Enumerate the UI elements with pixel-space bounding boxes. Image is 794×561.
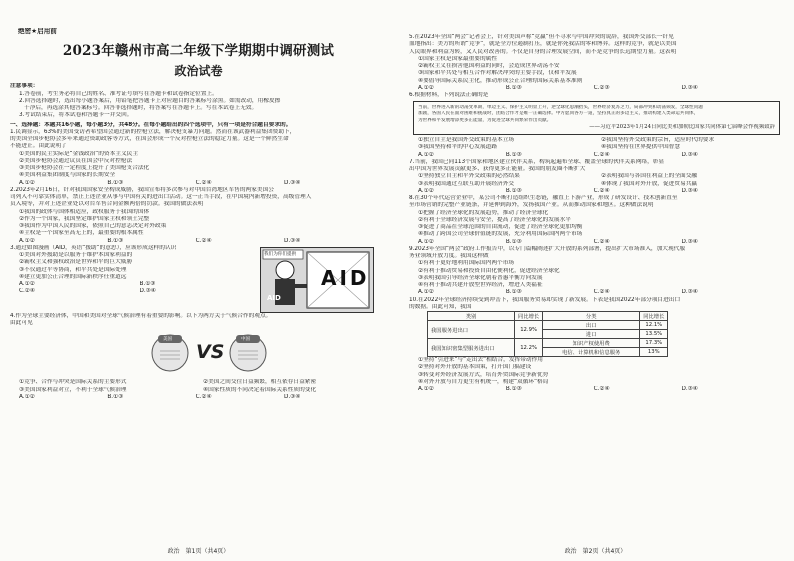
question-8-line: 至市场营销的完整产业链条，并延伸到海外，发扬我国产业。从而推动国家和地区。这种做法说明 bbox=[409, 202, 654, 209]
q5-option: ③国家和平共处与相互合作对解决冲突的主要手段，仅和平发展 bbox=[418, 70, 577, 77]
q1-option: ①美国的民主实际是“金钱政治”的资本主义民主 bbox=[19, 150, 139, 157]
q5-option: ②霸权主义在损害他国利益的同时，会造成世界动荡不安 bbox=[418, 63, 560, 69]
answer-a[interactable]: A.①② bbox=[418, 187, 434, 194]
section-header: 一、选择题：本题共16小题，每小题3分，共48分。在每小题给出的四个选项中，只有一项是符合题目要求的。 bbox=[10, 121, 292, 128]
cartoon-aid-right: AID bbox=[321, 265, 370, 290]
answer-c[interactable]: C.②④ bbox=[593, 151, 610, 158]
q8-answers bbox=[409, 239, 784, 246]
answer-d[interactable]: D.③④ bbox=[681, 151, 698, 158]
vs-graphic bbox=[130, 327, 290, 379]
answer-a[interactable]: A.①② bbox=[19, 179, 35, 186]
question-7-line: 出中国为世界发展贡献更多、获得更多正能量。我国的朋友圈不断扩大 bbox=[409, 166, 586, 173]
q9-option: ③表明我国引导经济全球化朝着普惠平衡方向发展 bbox=[418, 274, 543, 281]
q7-answers bbox=[409, 188, 784, 195]
quote-box bbox=[413, 101, 780, 135]
q8-option: ④推动了跨国公司全球价值链的发展，充分利用国际国内两个市场 bbox=[418, 231, 583, 238]
answer-d[interactable]: D.③④ bbox=[283, 393, 301, 400]
answer-c[interactable]: C.②④ bbox=[593, 386, 610, 393]
answer-a[interactable]: A.①② bbox=[418, 238, 434, 245]
q3-answers bbox=[10, 281, 260, 288]
q9-option: ④有利于推动共建开放型世界经济，增进人类福祉 bbox=[418, 282, 543, 289]
page-footer: 政治 第2页（共4页） bbox=[564, 548, 627, 555]
answer-b[interactable]: B.①③ bbox=[505, 84, 522, 91]
question-1-line: 的美国全国步枪协会多年来通过资助政客等方式，在国会形成一个反对控枪立法的稳定力量。这是一个鲜然生命 bbox=[10, 136, 289, 142]
q4-option: ④国家性质的不同决定着国际关系性质的变化 bbox=[203, 386, 317, 393]
q6-options-row bbox=[409, 144, 784, 151]
question-4: 4.作为全球主要经济体，中国和美国对全球气候治理有着重要的影响。以下为两方关于气候合作的观点。 bbox=[10, 312, 272, 319]
answer-c[interactable]: C.②④ bbox=[195, 179, 212, 186]
answer-c[interactable]: C.②④ bbox=[195, 393, 212, 400]
notice-title: 注意事项： bbox=[10, 83, 39, 90]
q5-option: ④要倡导国际关系民主化，推动形成公正合理的国际关系基本准则 bbox=[418, 77, 583, 84]
q10-option: ④对外开放与自力更生有机统一，构建“双循环”格局 bbox=[418, 378, 549, 385]
question-10-line: 的数据。由此可知，我国 bbox=[409, 303, 472, 310]
table-cell: 知识产权使用费 bbox=[543, 339, 640, 348]
question-2-line: 员入境等，并对上述企业处以对台军售合同金额两倍的罚款。我国的做法表明 bbox=[10, 201, 204, 208]
vs-left-label: 美国 bbox=[163, 337, 172, 343]
q2-option: ④主权是一个国家至高无上的，最重要的根本属性 bbox=[19, 230, 144, 237]
quote-line: 加剧，各国人民在面对困难和挑战时，团结合作才是唯一正确选择。中方愿同各方一道，坚持真正的多边主义，推动构建人类命运共同体， bbox=[418, 111, 699, 117]
answer-a[interactable]: A.①② bbox=[19, 393, 35, 400]
answer-b[interactable]: B.①③ bbox=[505, 238, 522, 245]
answer-c[interactable]: C.②④ bbox=[593, 238, 610, 245]
table-header: 分类 bbox=[543, 312, 640, 321]
answer-c[interactable]: C.②④ bbox=[19, 288, 35, 295]
q4-options-row bbox=[10, 379, 387, 386]
table-cell: 13% bbox=[640, 348, 668, 357]
q4-option: ①竞争、合作与冲突是国际关系的主要形式 bbox=[19, 379, 127, 386]
question-7: 7.当前，我国已同113个国家和地区建立伙伴关系，构筑起遍布全球、覆盖全球的伙伴关系网络，彰显 bbox=[409, 158, 665, 165]
answer-d[interactable]: D.③④ bbox=[681, 187, 698, 194]
q10-option: ①坚持“引进来”与“走出去”相结合，发挥带动作用 bbox=[418, 357, 543, 364]
question-8: 8.在30个年代运营企业中，某公司不断打造组织生态链，融直上下游产业，形成了研发设计、技术创新直至 bbox=[409, 195, 678, 202]
cartoon-caption: 我们为你们提供 bbox=[264, 251, 297, 257]
question-3-block bbox=[10, 245, 387, 313]
q2-answers bbox=[10, 238, 387, 245]
q7-option: ②表明我国与各国在利益上的全面交融 bbox=[601, 173, 698, 180]
q1-option: ③美国步枪协会在一定程度上提升了美国枪支合法化 bbox=[19, 165, 150, 171]
q6-option: ③我国坚持和平的中心发展道路 bbox=[418, 144, 498, 151]
answer-b[interactable]: B.①③ bbox=[139, 281, 156, 287]
answer-b[interactable]: B.①③ bbox=[505, 386, 522, 393]
q6-options-row bbox=[409, 137, 784, 144]
q5-option: ①国家主权是国家最重要的属性 bbox=[418, 55, 498, 62]
quote-source: ——习近平2023年1月24日向比美和加勒比国家共同体第七届峰会作视频致辞 bbox=[589, 123, 775, 130]
question-1: 1.民调显示，63%的美国受访者希望国会通过新的控枪立法，解决枪支暴力问题。然而在该武器利益集团赞助下， bbox=[10, 128, 296, 135]
answer-c[interactable]: C.②④ bbox=[195, 237, 212, 244]
answer-a[interactable]: A.①② bbox=[418, 151, 434, 158]
quote-line: 当前，世界进入新的动荡变革期，单边主义、保护主义明显上升，逆全球化思潮抬头，世界经济复苏乏力，局部冲突和动荡频发，全球性问题 bbox=[418, 105, 703, 111]
q2-option: ①我国的政体与国体相适应，政权服务于我国的国体 bbox=[19, 208, 150, 215]
q7-option: ④体现了我国对外开放，促进贸易共赢 bbox=[601, 180, 698, 187]
question-2-line: 司列入不可靠实体清单，禁止上述企业从事与中国有关的进出口活动。这一正当手段，在中国境内新增投资，高级管理人 bbox=[10, 194, 312, 200]
q1-option: ②美国步枪协会通过议员在国会中反对控枪法 bbox=[19, 157, 133, 164]
table-cell: 12.9% bbox=[515, 321, 543, 339]
q10-option: ③转变对外经济发展方式，培育外贸国际竞争新优势 bbox=[418, 371, 549, 378]
table-header: 同比增长 bbox=[640, 312, 668, 321]
table-cell: 12.2% bbox=[515, 339, 543, 357]
trade-data-table bbox=[427, 311, 668, 357]
question-5-line: 血地指出：美方的所谓“竞争”，就是全方位遏制打压，就是你死我活的零和博弈。这样的竞争，就是以美国 bbox=[409, 41, 677, 48]
q1-answers bbox=[10, 180, 387, 187]
q7-option: ③表明我国通过互联互助开展经济外交 bbox=[418, 180, 515, 187]
cartoon-aid-left: AID bbox=[267, 293, 281, 302]
answer-d[interactable]: D.③④ bbox=[283, 179, 301, 186]
answer-d[interactable]: D.③④ bbox=[283, 237, 301, 244]
table-row bbox=[428, 321, 668, 330]
question-2: 2.2023年2月16日，针对我国国家安全构成威胁，我国宣布将多次参与对中国台湾地区军售的两家美国公 bbox=[10, 186, 274, 193]
q9-option: ①有利于更好地利用国际国内两个市场 bbox=[418, 260, 515, 267]
cartoon-image bbox=[260, 247, 374, 313]
notice-line: 干净后，再选涂其他答案标号。回答非选择题时，将答案写在答题卡上。写在本试卷上无效。 bbox=[24, 105, 258, 111]
q9-option: ②有利于推动贸易和投资自由化便利化，促进经济全球化 bbox=[418, 267, 560, 274]
answer-b[interactable]: B.①③ bbox=[107, 393, 124, 400]
q5-answers bbox=[409, 85, 784, 92]
q6-option: ①独立自主是我国外交政策的基本立场 bbox=[418, 137, 515, 144]
question-10: 10.在2022年全球经济持续受到冲击下，我国服务贸易却实现了新发展。下表是我国2022年部分项目进出口 bbox=[409, 296, 681, 303]
q1-option: ④美国利益集团制度与国家的长期安全 bbox=[19, 172, 116, 179]
q4-option: ②美国之间交往日益频繁，相互依存日益紧密 bbox=[203, 379, 317, 386]
q4-option: ③美国国家利益对立，不利于全球气候治理 bbox=[19, 386, 127, 393]
answer-d[interactable]: D.③④ bbox=[681, 238, 698, 245]
q2-option: ②作为一个国家，我国坚定维护国家主权和领土完整 bbox=[19, 215, 150, 222]
q6-answers bbox=[409, 152, 784, 159]
answer-c[interactable]: C.②③ bbox=[593, 84, 610, 91]
answer-d[interactable]: D.③④ bbox=[681, 386, 698, 393]
q3-option: ②霸权主义和强权政治是世界和平的巨大威胁 bbox=[19, 259, 133, 266]
q7-options-row bbox=[409, 181, 784, 188]
q3-option: ①美国对外援助是以服务于维护本国家利益的 bbox=[19, 252, 133, 258]
question-4-line: 由此可见 bbox=[10, 320, 33, 326]
answer-c[interactable]: C.②④ bbox=[593, 187, 610, 194]
page-footer: 政治 第1页（共4页） bbox=[167, 548, 230, 555]
q4-options-row bbox=[10, 387, 387, 394]
question-9: 9.2023年全国“两会”政府工作报告中，以专门篇幅阐述扩大开放的系列部署，提出扩大市场准入，加大现代服 bbox=[409, 245, 686, 252]
table-cell: 我国服务进出口 bbox=[428, 321, 515, 339]
table-cell: 进口 bbox=[543, 330, 640, 339]
question-9-line: 务业领域开放力度。我国这样做 bbox=[409, 253, 489, 260]
answer-a[interactable]: A.①② bbox=[19, 281, 35, 287]
secret-mark: 绝密★启用前 bbox=[18, 28, 57, 35]
q8-option: ①把握了经济全球化的发展趋势，推动了经济全球化 bbox=[418, 209, 549, 216]
table-cell: 出口 bbox=[543, 321, 640, 330]
table-row bbox=[428, 339, 668, 348]
q6-option: ②我国坚持外交政策的宗旨，适应时代的要求 bbox=[601, 137, 715, 144]
quote-line: 为世界和平发展增添更多正能量，为促进全球共同繁荣作出贡献。 bbox=[418, 117, 552, 123]
q4-answers bbox=[10, 394, 387, 401]
answer-d[interactable]: D.③④ bbox=[681, 84, 698, 91]
table-cell: 17.3% bbox=[640, 339, 668, 348]
answer-b[interactable]: B.①③ bbox=[107, 179, 124, 186]
q7-options-row bbox=[409, 173, 784, 180]
question-5-line: 人民眼界和利益为转，又人民对改善的。不仅是自身的合理发展空间，而不是竞争的长远期望力量。这表明 bbox=[409, 48, 677, 55]
answer-a[interactable]: A.①② bbox=[19, 237, 35, 244]
notice-line: 3.考试结束后，将本试卷和答题卡一并交回。 bbox=[19, 112, 133, 119]
answer-d[interactable]: D.③④ bbox=[681, 289, 698, 296]
q8-option: ②有利于全球经济发展与安全，提高了经济全球化的发展水平 bbox=[418, 216, 571, 223]
table-cell: 我国知识密集型服务进出口 bbox=[428, 339, 515, 357]
notice-line: 1.答卷前，考生务必将自己的姓名、准考证号填写在答题卡和试卷指定位置上。 bbox=[19, 90, 218, 97]
question-3: 3.通过如图漫画（AID，英语“援助”的意思），应该形成这样的认识 bbox=[10, 244, 177, 251]
answer-a[interactable]: A.①② bbox=[418, 289, 434, 296]
q3-option: ④建立更加公正合理的国际新秩序任重道远 bbox=[19, 273, 127, 280]
table-header: 同比增长 bbox=[515, 312, 543, 321]
answer-b[interactable]: B.①③ bbox=[107, 237, 124, 244]
q6-option: ④我国坚持在世界提供中国智慧 bbox=[601, 144, 681, 151]
answer-b[interactable]: B.①③ bbox=[505, 187, 522, 194]
question-5: 5.在2023年全国“两会”记者会上，针对美国声称“竞赢”但不寻求与中国冲突的说辞，我国外交部长一针见 bbox=[409, 34, 674, 40]
vs-mid-label: VS bbox=[196, 341, 225, 364]
answer-d[interactable]: D.③④ bbox=[139, 288, 156, 295]
exam-subtitle: 政治试卷 bbox=[174, 64, 223, 79]
table-header: 类别 bbox=[428, 312, 515, 321]
q2-option: ③我国作为中国人民的国家，依照自己的意志决定对外政策 bbox=[19, 223, 167, 229]
q7-option: ①坚持独立自主和平外交政策的必然结果 bbox=[418, 173, 520, 180]
answer-c[interactable]: C.②④ bbox=[593, 289, 610, 296]
question-6: 6.根据材料，下列说法正确的是 bbox=[409, 92, 489, 98]
q8-option: ③促进了商品在全球范围的自由流动，促进了经济全球化更加均衡 bbox=[418, 224, 583, 231]
vs-right-label: 中国 bbox=[241, 337, 250, 343]
notice-line: 2.回答选择题时，选出每小题答案后，用铅笔把答题卡上对应题目的答案标号涂黑。如需改动，用橡皮擦 bbox=[19, 97, 281, 104]
answer-b[interactable]: B.①③ bbox=[505, 289, 522, 296]
answer-b[interactable]: B.①③ bbox=[505, 151, 522, 158]
q10-option: ②坚持对外开放的基本国策，打开国门搞建设 bbox=[418, 364, 532, 371]
answer-a[interactable]: A.①② bbox=[418, 386, 434, 393]
q3-answers bbox=[10, 288, 260, 295]
question-1-line: 不能进止。由此说明了 bbox=[10, 143, 67, 150]
exam-title: 2023年赣州市高二年级下学期期中调研测试 bbox=[62, 43, 335, 60]
table-header-row bbox=[428, 312, 668, 321]
q10-answers bbox=[409, 386, 784, 393]
table-cell: 12.1% bbox=[640, 321, 668, 330]
q3-option: ③不仅通过平等协商，和平共处是国际处理 bbox=[19, 266, 127, 273]
q9-answers bbox=[409, 289, 784, 296]
exam-page-2 bbox=[397, 0, 794, 561]
table-cell: 13.5% bbox=[640, 330, 668, 339]
answer-a[interactable]: A.①② bbox=[418, 84, 434, 91]
table-cell: 电信、计算机和信息服务 bbox=[543, 348, 640, 357]
